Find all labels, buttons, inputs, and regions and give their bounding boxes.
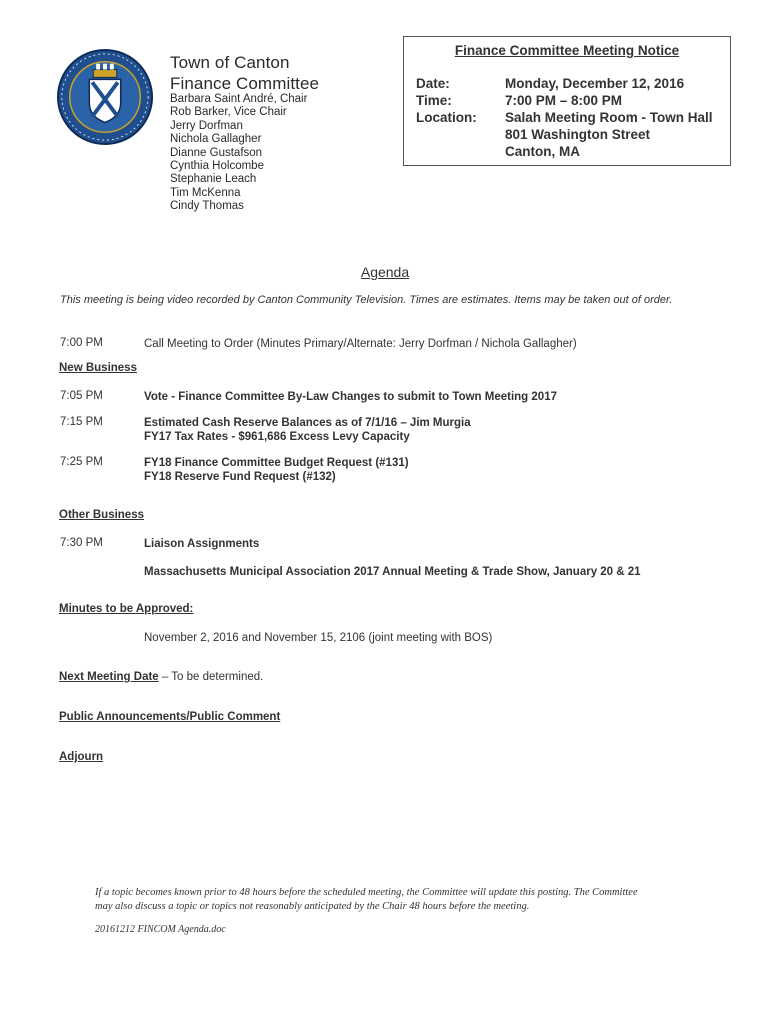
posting-note: [95, 886, 715, 914]
town-seal-logo: [56, 48, 154, 146]
meeting-location-line: Canton, MA: [505, 144, 580, 159]
member-list: [170, 93, 307, 214]
date-label: Date:: [416, 76, 450, 91]
time-label: Time:: [416, 93, 452, 108]
agenda-time: 7:30 PM: [60, 537, 103, 549]
agenda-item: Liaison Assignments: [144, 538, 260, 550]
agenda-time: 7:00 PM: [60, 337, 103, 349]
member-item: Rob Barker, Vice Chair: [170, 106, 287, 119]
meeting-location-line: Salah Meeting Room - Town Hall: [505, 110, 713, 125]
agenda-time: 7:05 PM: [60, 390, 103, 402]
member-item: Stephanie Leach: [170, 173, 257, 186]
posting-note-line: If a topic becomes known prior to 48 hours before the scheduled meeting, the Committee will update this posting. The Committee: [95, 887, 638, 898]
minutes-text: November 2, 2016 and November 15, 2106 (joint meeting with BOS): [144, 632, 493, 644]
document-filename: 20161212 FINCOM Agenda.doc: [95, 924, 226, 935]
member-item: Tim McKenna: [170, 186, 241, 199]
agenda-item: FY18 Finance Committee Budget Request (#131): [144, 457, 409, 469]
agenda-item: Vote - Finance Committee By-Law Changes to submit to Town Meeting 2017: [144, 391, 557, 403]
member-item: Nichola Gallagher: [170, 133, 262, 146]
next-meeting-label: Next Meeting Date: [59, 671, 159, 683]
member-item: Barbara Saint André, Chair: [170, 93, 308, 105]
agenda-item: Call Meeting to Order (Minutes Primary/Alternate: Jerry Dorfman / Nichola Gallagher): [144, 338, 577, 350]
agenda-item: Estimated Cash Reserve Balances as of 7/1/16 – Jim Murgia: [144, 417, 471, 429]
agenda-item: FY18 Reserve Fund Request (#132): [144, 471, 336, 483]
meeting-date: Monday, December 12, 2016: [505, 76, 685, 91]
meeting-location-line: 801 Washington Street: [505, 127, 651, 142]
organization-heading: [170, 52, 319, 94]
notice-title: Finance Committee Meeting Notice: [454, 43, 680, 58]
agenda-time: 7:15 PM: [60, 416, 103, 428]
agenda-intro: This meeting is being video recorded by Canton Community Television. Times are estimates. Items may be taken out of order.: [60, 294, 673, 306]
committee-name: Finance Committee: [170, 74, 320, 93]
town-name: Town of Canton: [170, 53, 290, 72]
next-meeting-text: – To be determined.: [158, 671, 264, 683]
agenda-time: 7:25 PM: [60, 456, 103, 468]
public-comment-heading: Public Announcements/Public Comment: [59, 711, 281, 723]
adjourn-heading: Adjourn: [59, 751, 104, 763]
agenda-item: Massachusetts Municipal Association 2017 Annual Meeting & Trade Show, January 20 & 21: [144, 566, 641, 578]
member-item: Cindy Thomas: [170, 200, 244, 213]
location-label: Location:: [416, 110, 477, 125]
agenda-item: FY17 Tax Rates - $961,686 Excess Levy Capacity: [144, 431, 410, 443]
posting-note-line: may also discuss a topic or topics not reasonably anticipated by the Chair 48 hours before the meeting.: [95, 901, 530, 912]
next-meeting-line: [59, 671, 263, 683]
other-business-heading: Other Business: [59, 509, 144, 521]
member-item: Jerry Dorfman: [170, 119, 243, 132]
member-item: Cynthia Holcombe: [170, 160, 264, 173]
minutes-heading: Minutes to be Approved:: [59, 603, 194, 615]
agenda-title: Agenda: [360, 264, 410, 280]
new-business-heading: New Business: [59, 362, 137, 374]
meeting-notice-box: [403, 36, 731, 166]
member-item: Dianne Gustafson: [170, 146, 263, 159]
meeting-time: 7:00 PM – 8:00 PM: [505, 93, 623, 108]
